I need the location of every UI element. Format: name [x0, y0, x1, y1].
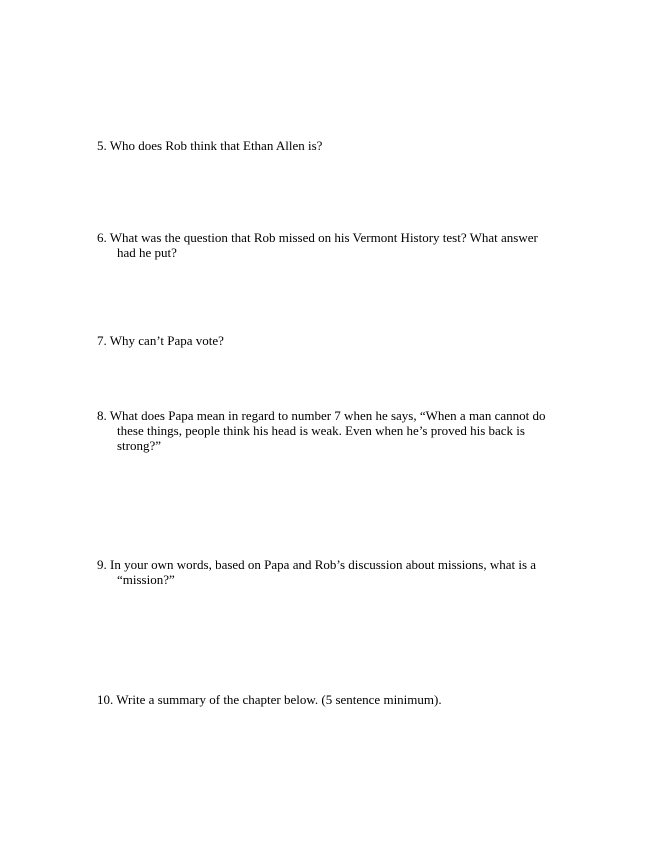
question-7-line-1: 7. Why can’t Papa vote? [97, 333, 224, 348]
question-10-line-1: 10. Write a summary of the chapter below. (5 sentence minimum). [97, 692, 442, 707]
question-6-line-1: 6. What was the question that Rob missed on his Vermont History test? What answer [97, 230, 538, 245]
question-5 [97, 138, 567, 153]
question-9-line-1: 9. In your own words, based on Papa and Rob’s discussion about missions, what is a [97, 557, 537, 572]
question-7 [97, 333, 567, 348]
question-6 [97, 230, 567, 260]
question-8-line-2: these things, people think his head is weak. Even when he’s proved his back is [117, 423, 525, 438]
question-10 [97, 692, 567, 707]
question-6-line-2: had he put? [117, 245, 177, 260]
question-9 [97, 557, 567, 587]
question-8-line-3: strong?” [117, 438, 162, 453]
question-5-line-1: 5. Who does Rob think that Ethan Allen is? [97, 138, 323, 153]
question-8 [97, 408, 567, 453]
question-9-line-2: “mission?” [117, 572, 175, 587]
question-8-line-1: 8. What does Papa mean in regard to number 7 when he says, “When a man cannot do [97, 408, 546, 423]
